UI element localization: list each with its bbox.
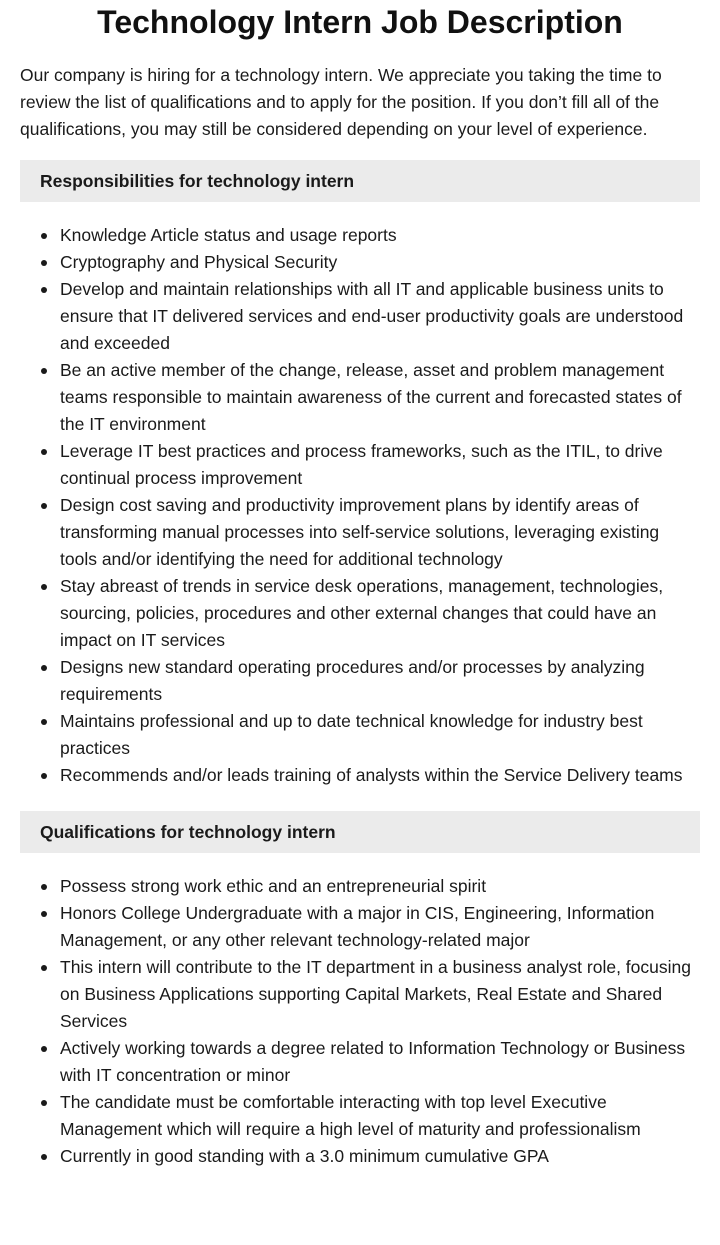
page-title: Technology Intern Job Description — [97, 4, 623, 40]
responsibility-item: Recommends and/or leads training of analysts within the Service Delivery teams — [20, 762, 700, 789]
responsibility-item: Leverage IT best practices and process frameworks, such as the ITIL, to drive continual process improvement — [20, 438, 700, 492]
qualification-item: This intern will contribute to the IT department in a business analyst role, focusing on Business Applications supporting Capital Markets, Real Estate and Shared Services — [20, 954, 700, 1035]
responsibility-item: Cryptography and Physical Security — [20, 249, 700, 276]
responsibility-item: Designs new standard operating procedures and/or processes by analyzing requirements — [20, 654, 700, 708]
qualification-item: Possess strong work ethic and an entrepreneurial spirit — [20, 873, 700, 900]
responsibility-item: Maintains professional and up to date technical knowledge for industry best practices — [20, 708, 700, 762]
qualifications-list — [20, 873, 700, 1170]
responsibility-item: Be an active member of the change, release, asset and problem management teams responsible to maintain awareness of the current and forecasted states of the IT environment — [20, 357, 700, 438]
responsibilities-heading: Responsibilities for technology intern — [20, 160, 700, 202]
responsibility-item: Develop and maintain relationships with all IT and applicable business units to ensure that IT delivered services and end-user productivity goals are understood and exceeded — [20, 276, 700, 357]
qualification-item: Currently in good standing with a 3.0 minimum cumulative GPA — [20, 1143, 700, 1170]
responsibilities-list — [20, 222, 700, 789]
responsibility-item: Design cost saving and productivity improvement plans by identify areas of transforming manual processes into self-service solutions, leveraging existing tools and/or identifying the need for additional technology — [20, 492, 700, 573]
qualification-item: Actively working towards a degree related to Information Technology or Business with IT concentration or minor — [20, 1035, 700, 1089]
qualification-item: The candidate must be comfortable interacting with top level Executive Management which will require a high level of maturity and professionalism — [20, 1089, 700, 1143]
qualifications-heading: Qualifications for technology intern — [20, 811, 700, 853]
qualification-item: Honors College Undergraduate with a major in CIS, Engineering, Information Management, or any other relevant technology-related major — [20, 900, 700, 954]
responsibility-item: Stay abreast of trends in service desk operations, management, technologies, sourcing, policies, procedures and other external changes that could have an impact on IT services — [20, 573, 700, 654]
responsibility-item: Knowledge Article status and usage reports — [20, 222, 700, 249]
intro-paragraph: Our company is hiring for a technology intern. We appreciate you taking the time to review the list of qualifications and to apply for the position. If you don’t fill all of the qualifications, you may still be considered depending on your level of experience. — [20, 65, 662, 139]
